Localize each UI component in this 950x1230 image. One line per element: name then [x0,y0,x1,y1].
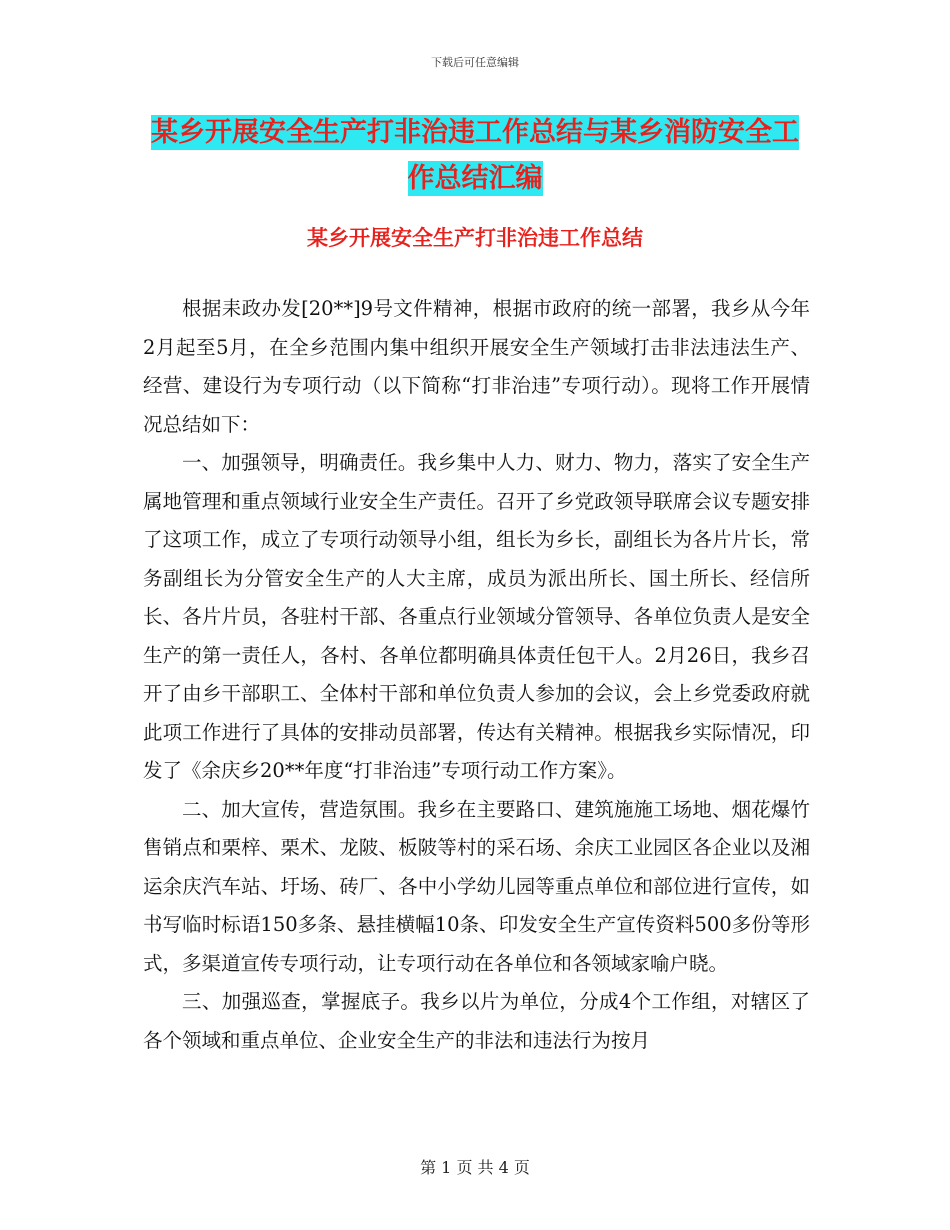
paragraph-publicity: 二、加大宣传，营造氛围。我乡在主要路口、建筑施施工场地、烟花爆竹售销点和栗梓、栗术、龙陂、板陂等村的采石场、余庆工业园区各企业以及湘运余庆汽车站、圩场、砖厂、各中小学幼儿园等重点单位和部位进行宣传，如书写临时标语150多条、悬挂横幅10条、印发安全生产宣传资料500多份等形式，多渠道宣传专项行动，让专项行动在各单位和各领域家喻户晓。 [143,797,810,975]
document-title-text: 某乡开展安全生产打非治违工作总结与某乡消防安全工作总结汇编 [151,117,799,194]
paragraph-intro: 根据耒政办发[20**]9号文件精神，根据市政府的统一部署，我乡从今年2月起至5月，在全乡范围内集中组织开展安全生产领域打击非法违法生产、经营、建设行为专项行动（以下简称“打非治违”专项行动）。现将工作开展情况总结如下： [143,297,810,436]
section-title: 某乡开展安全生产打非治违工作总结 [307,226,643,250]
paragraph-leadership: 一、加强领导，明确责任。我乡集中人力、财力、物力，落实了安全生产属地管理和重点领域行业安全生产责任。召开了乡党政领导联席会议专题安排了这项工作，成立了专项行动领导小组，组长为乡长，副组长为各片片长，常务副组长为分管安全生产的人大主席，成员为派出所长、国土所长、经信所长、各片片员，各驻村干部、各重点行业领域分管领导、各单位负责人是安全生产的第一责任人，各村、各单位都明确具体责任包干人。2月26日，我乡召开了由乡干部职工、全体村干部和单位负责人参加的会议，会上乡党委政府就此项工作进行了具体的安排动员部署，传达有关精神。根据我乡实际情况，印发了《余庆乡20**年度“打非治违”专项行动工作方案》。 [143,451,810,782]
document-title [140,110,810,202]
page-number: 第 1 页 共 4 页 [420,1158,530,1177]
paragraph-inspection: 三、加强巡查，掌握底子。我乡以片为单位，分成4个工作组，对辖区了各个领域和重点单位、企业安全生产的非法和违法行为按月 [143,990,810,1052]
header-note: 下载后可任意编辑 [431,56,519,69]
document-body [143,290,810,1060]
